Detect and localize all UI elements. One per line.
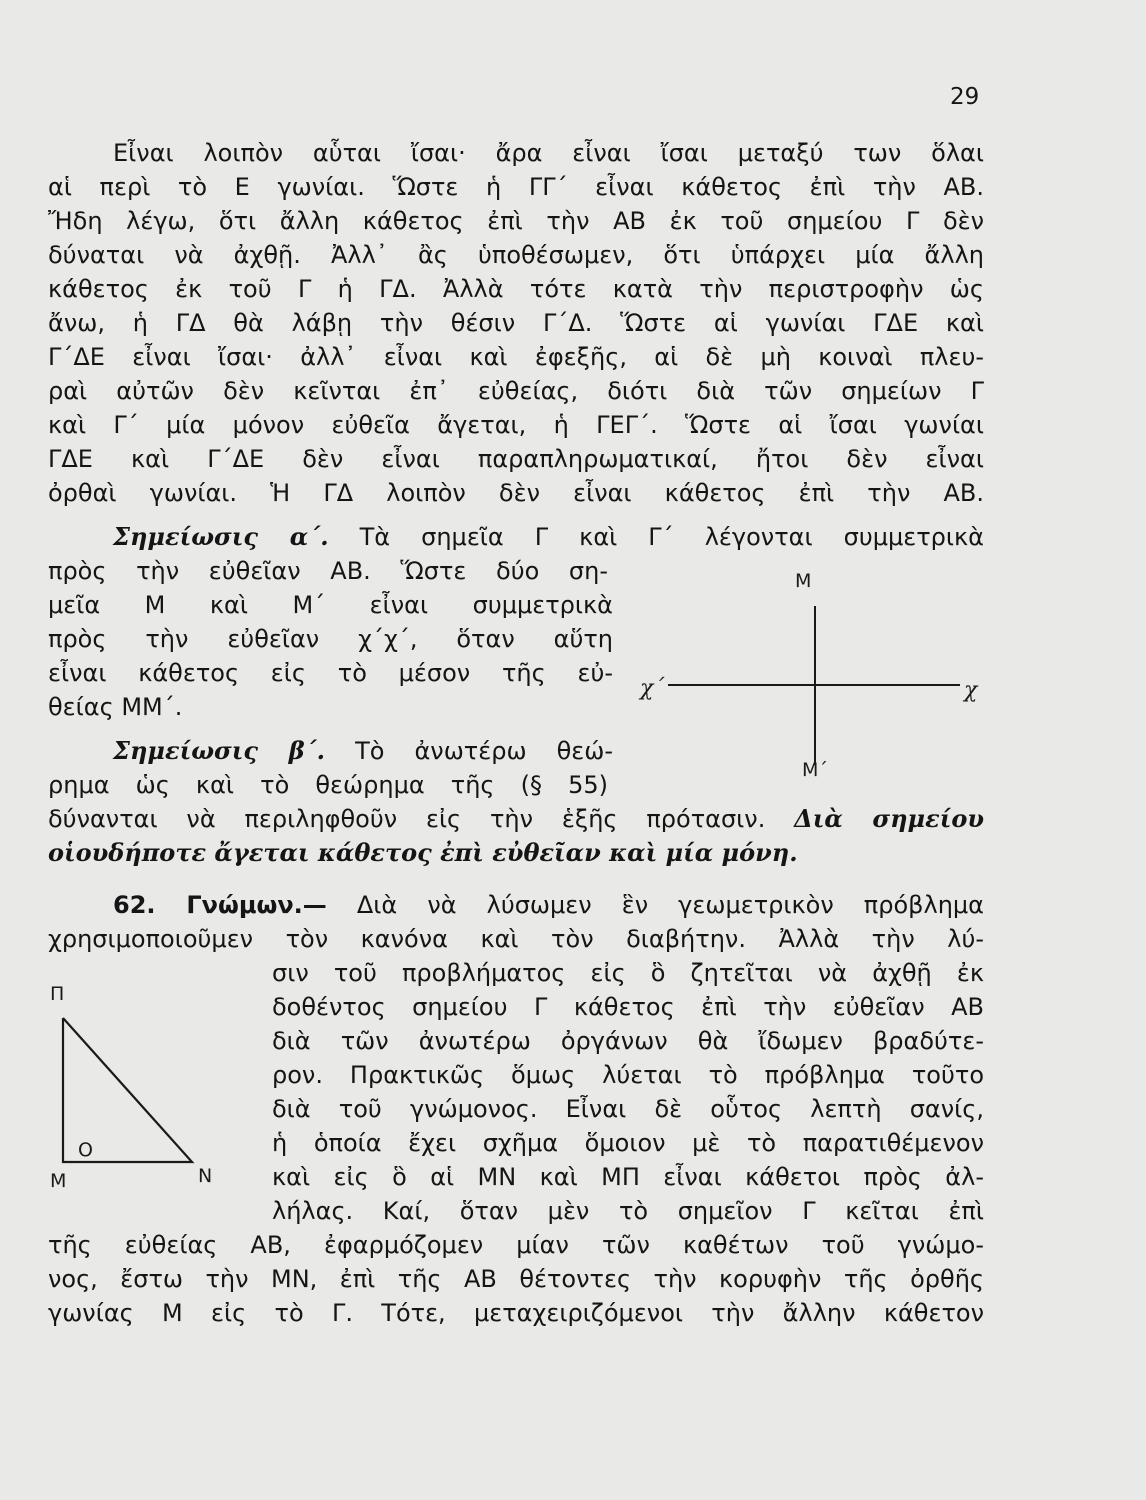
text-line: καὶ Γ΄ μία μόνον εὐθεῖα ἄγεται, ἡ ΓΕΓ΄. Ὥστε αἱ ἴσαι γωνίαι <box>48 411 984 439</box>
text-line: λήλας. Καί, ὅταν μὲν τὸ σημεῖον Γ κεῖται ἐπὶ <box>272 1197 984 1225</box>
text-line: θείας ΜΜ΄. <box>48 693 183 721</box>
text-line: ΓΔΕ καὶ Γ΄ΔΕ δὲν εἶναι παραπληρωματικαί, ἤτοι δὲν εἶναι <box>48 445 984 473</box>
text-run: Τὰ σημεῖα Γ καὶ Γ΄ λέγονται συμμετρικὰ <box>359 523 984 551</box>
label-x: χ <box>964 678 978 703</box>
proposition-italic: Διὰ σημείου <box>794 804 984 833</box>
text-line: ἄνω, ἡ ΓΔ θὰ λάβῃ τὴν θέσιν Γ΄Δ. Ὥστε αἱ γωνίαι ΓΔΕ καὶ <box>48 309 984 337</box>
text-line: κάθετος ἐκ τοῦ Γ ἡ ΓΔ. Ἀλλὰ τότε κατὰ τὴν περιστροφὴν ὡς <box>48 275 984 303</box>
text-line: ρον. Πρακτικῶς ὅμως λύεται τὸ πρόβλημα τοῦτο <box>272 1061 984 1089</box>
text-line: καὶ εἰς ὃ αἱ ΜΝ καὶ ΜΠ εἶναι κάθετοι πρὸς ἀλ- <box>272 1163 984 1191</box>
label-p: Π <box>50 983 65 1005</box>
text-line: Εἶναι λοιπὸν αὗται ἴσαι· ἄρα εἶναι ἴσαι μεταξύ των ὅλαι <box>113 139 984 167</box>
text-line: εἶναι κάθετος εἰς τὸ μέσον τῆς εὐ- <box>48 659 613 687</box>
note-beta-heading: Σημείωσις β΄. <box>113 736 326 765</box>
section-62-heading: 62. Γνώμων.— <box>113 891 327 919</box>
text-line: πρὸς τὴν εὐθεῖαν ΑΒ. Ὥστε δύο ση- <box>48 557 608 585</box>
proposition-line: οἱουδήποτε ἄγεται κάθετος ἐπὶ εὐθεῖαν καὶ μία μόνη. <box>48 838 798 867</box>
text-line: διὰ τοῦ γνώμονος. Εἶναι δὲ οὗτος λεπτὴ σανίς, <box>272 1095 984 1123</box>
text-line: δοθέντος σημείου Γ κάθετος ἐπὶ τὴν εὐθεῖαν ΑΒ <box>272 993 984 1021</box>
text-line: αἱ περὶ τὸ Ε γωνίαι. Ὥστε ἡ ΓΓ΄ εἶναι κάθετος ἐπὶ τὴν ΑΒ. <box>48 173 984 201</box>
text-line: Γ΄ΔΕ εἶναι ἴσαι· ἀλλ᾽ εἶναι καὶ ἐφεξῆς, αἱ δὲ μὴ κοιναὶ πλευ- <box>48 343 984 371</box>
text-run: δύνανται νὰ περιληφθοῦν εἰς τὴν ἑξῆς πρότασιν. <box>48 805 766 833</box>
text-line: νος, ἔστω τὴν ΜΝ, ἐπὶ τῆς ΑΒ θέτοντες τὴν κορυφὴν τῆς ὀρθῆς <box>48 1265 984 1293</box>
text-line: ἡ ὁποία ἔχει σχῆμα ὅμοιον μὲ τὸ παρατιθέμενον <box>272 1129 984 1157</box>
text-line: τῆς εὐθείας ΑΒ, ἐφαρμόζομεν μίαν τῶν καθέτων τοῦ γνώμο- <box>48 1231 984 1259</box>
label-m-corner: Μ <box>50 1170 67 1192</box>
note-alpha-heading: Σημείωσις α΄. <box>113 522 329 551</box>
text-line: χρησιμοποιοῦμεν τὸν κανόνα καὶ τὸν διαβήτην. Ἀλλὰ τὴν λύ- <box>48 925 984 953</box>
text-line: δύναται νὰ ἀχθῇ. Ἀλλ᾽ ἂς ὑποθέσωμεν, ὅτι ὑπάρχει μία ἄλλη <box>48 241 984 269</box>
label-m-top: Μ <box>795 570 812 592</box>
text-line: διὰ τῶν ἀνωτέρω ὀργάνων θὰ ἴδωμεν βραδύτε- <box>272 1027 984 1055</box>
text-line: πρὸς τὴν εὐθεῖαν χ΄χ΄, ὅταν αὕτη <box>48 625 613 653</box>
page-number: 29 <box>950 84 980 110</box>
text-run: Διὰ νὰ λύσωμεν ἓν γεωμετρικὸν πρόβλημα <box>356 891 984 919</box>
text-line: ὀρθαὶ γωνίαι. Ἡ ΓΔ λοιπὸν δὲν εἶναι κάθετος ἐπὶ τὴν ΑΒ. <box>48 479 984 507</box>
label-n: Ν <box>198 1165 213 1187</box>
text-line: Ἤδη λέγω, ὅτι ἄλλη κάθετος ἐπὶ τὴν ΑΒ ἐκ τοῦ σημείου Γ δὲν <box>48 207 984 235</box>
text-line: μεῖα Μ καὶ Μ΄ εἶναι συμμετρικὰ <box>48 591 613 619</box>
label-m-prime: Μ΄ <box>802 759 828 781</box>
label-x-prime: χ΄ <box>640 676 665 701</box>
text-line: ρημα ὡς καὶ τὸ θεώρημα τῆς (§ 55) <box>48 771 608 799</box>
label-o: Ο <box>78 1139 93 1161</box>
axes-figure <box>668 606 960 765</box>
text-line: σιν τοῦ προβλήματος εἰς ὃ ζητεῖται νὰ ἀχθῇ ἐκ <box>272 959 984 987</box>
text-line: γωνίας Μ εἰς τὸ Γ. Τότε, μεταχειριζόμενοι τὴν ἄλλην κάθετον <box>48 1299 984 1327</box>
text-run: Τὸ ἀνωτέρω θεώ- <box>355 737 613 765</box>
text-line: ραὶ αὐτῶν δὲν κεῖνται ἐπ᾽ εὐθείας, διότι διὰ τῶν σημείων Γ <box>48 377 984 405</box>
